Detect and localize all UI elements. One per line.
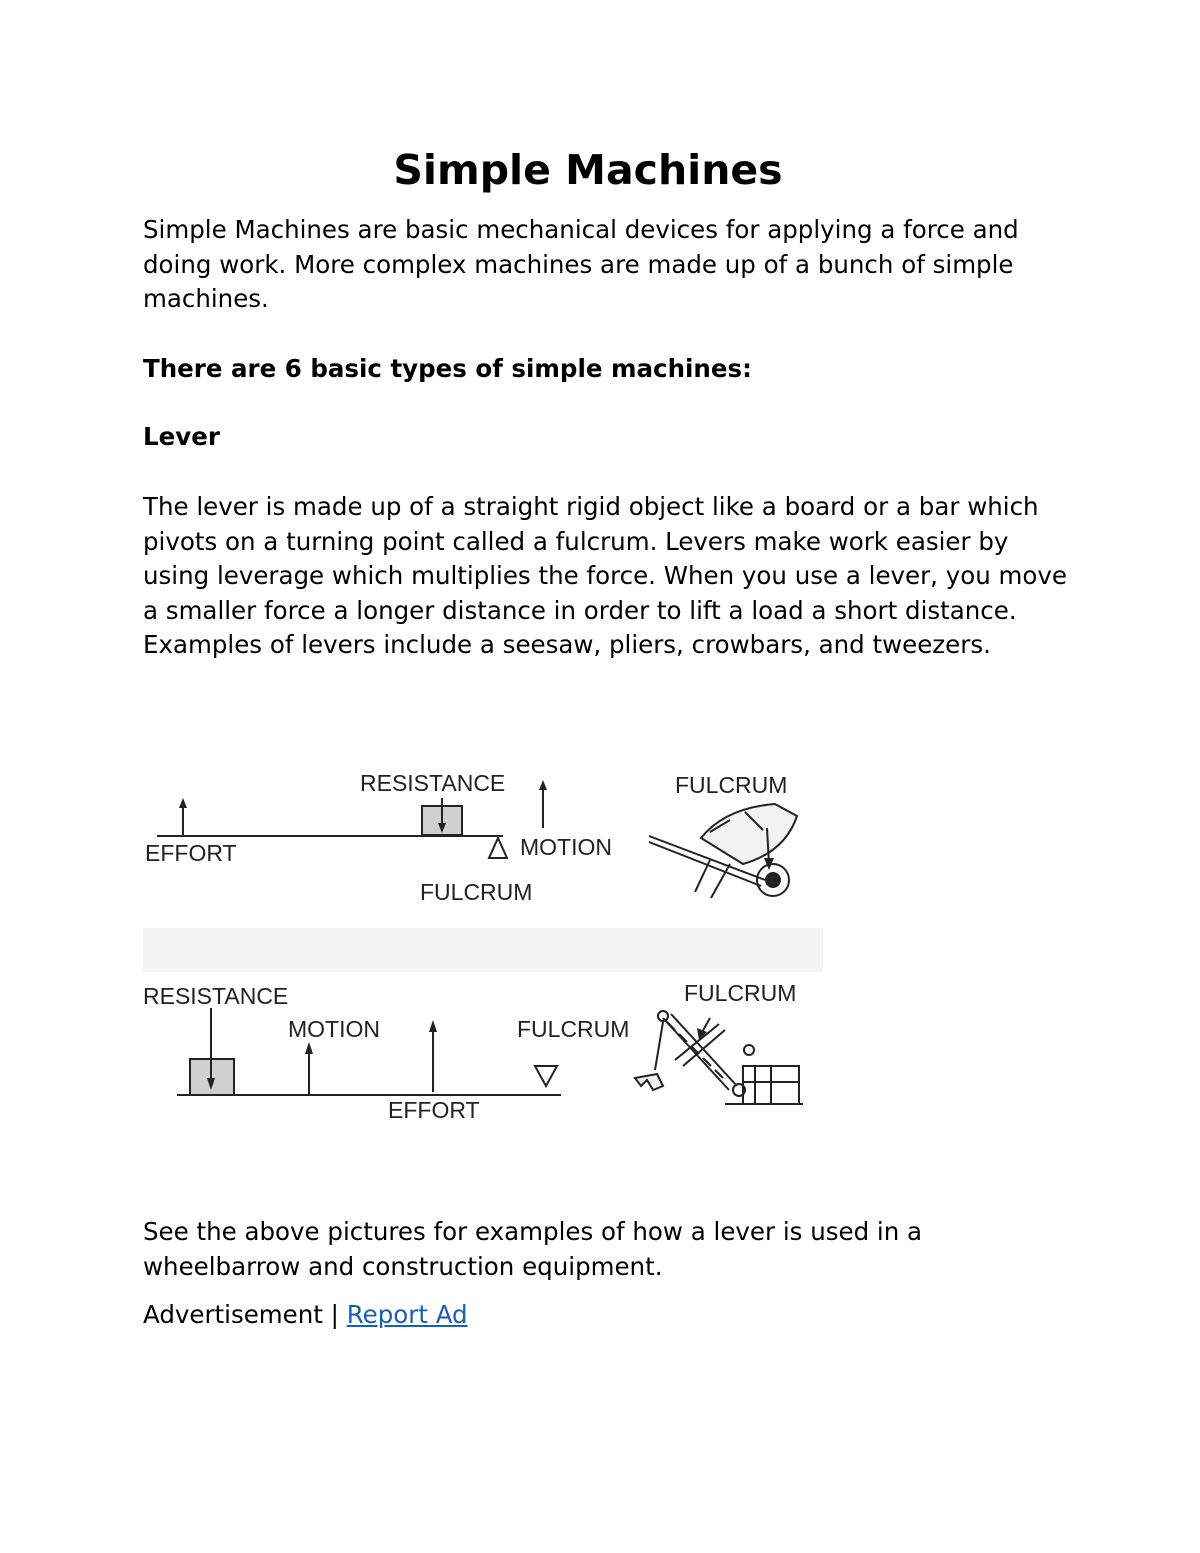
label-fulcrum-bottom: FULCRUM	[517, 1016, 630, 1042]
label-fulcrum-top: FULCRUM	[420, 879, 533, 905]
caption-paragraph: See the above pictures for examples of how a lever is used in a wheelbarrow and construction equipment.	[143, 1217, 923, 1281]
effort-arrow-head-top	[179, 798, 187, 808]
label-effort-top: EFFORT	[145, 840, 237, 866]
excavator-illustration	[635, 1011, 803, 1104]
label-motion-top: MOTION	[520, 834, 612, 860]
lever-diagram-bottom	[143, 980, 803, 1123]
label-resistance-bottom: RESISTANCE	[143, 983, 289, 1009]
advertisement-label: Advertisement |	[143, 1300, 339, 1329]
label-example-fulcrum-bottom: FULCRUM	[684, 980, 797, 1006]
fulcrum-triangle-top	[489, 838, 507, 858]
motion-arrow-head-bottom	[305, 1042, 313, 1054]
lever-diagram	[135, 760, 825, 1140]
effort-arrow-head-bottom	[429, 1020, 437, 1032]
intro-paragraph: Simple Machines are basic mechanical devices for applying a force and doing work. More complex machines are made up of a bunch of simple machines.	[143, 215, 1019, 314]
lever-diagram-top	[145, 770, 797, 905]
lever-paragraph: The lever is made up of a straight rigid object like a board or a bar which pivots on a turning point called a fulcrum. Levers make work easier by using leverage which multiplies the force. When you use a lever, you move a smaller force a longer distance in order to lift a load a short distance. Examples of levers include a seesaw, pliers, crowbars, and tweezers.	[143, 492, 1067, 660]
label-motion-bottom: MOTION	[288, 1016, 380, 1042]
motion-arrow-head-top	[539, 780, 547, 790]
types-heading: There are 6 basic types of simple machines:	[143, 354, 752, 383]
wheelbarrow-illustration	[649, 804, 797, 898]
advertisement-line	[143, 1298, 468, 1332]
label-resistance-top: RESISTANCE	[360, 770, 506, 796]
fulcrum-triangle-bottom	[535, 1066, 557, 1086]
lever-heading: Lever	[143, 422, 220, 451]
label-effort-bottom: EFFORT	[388, 1097, 480, 1123]
report-ad-link[interactable]: Report Ad	[346, 1300, 468, 1329]
label-example-fulcrum-top: FULCRUM	[675, 772, 788, 798]
page-title: Simple Machines	[393, 146, 783, 194]
faded-strip	[143, 928, 823, 972]
